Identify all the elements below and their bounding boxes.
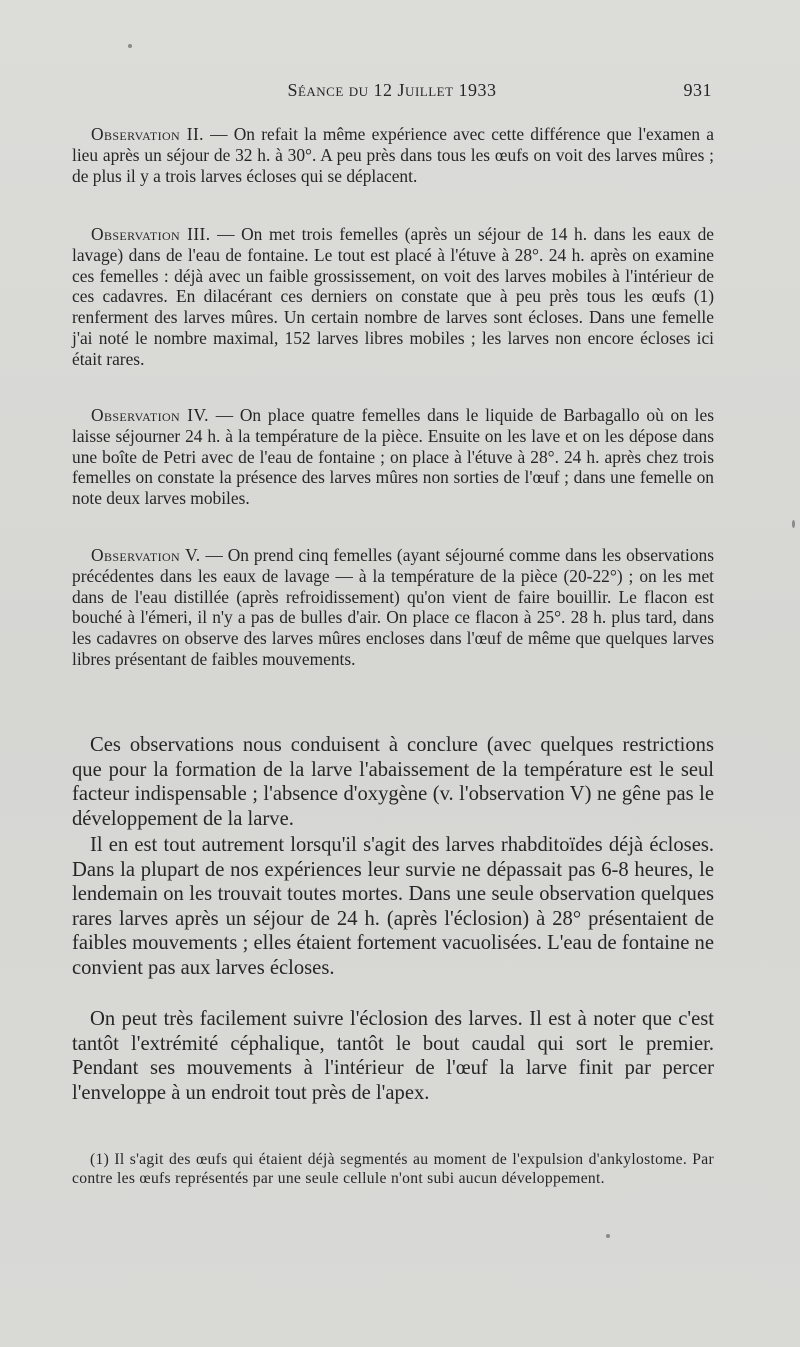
observation-label: Observation IV. (91, 405, 209, 425)
header-title: Séance du 12 Juillet 1933 (287, 80, 497, 100)
observation-2 (72, 124, 714, 186)
observation-text: — On met trois femelles (après un séjour de 14 h. dans les eaux de lavage) dans de l'eau de fontaine. Le tout est placé à l'étuve à 28°. 24 h. après on examine ces femelles : déjà avec un faible grossissement, on voit des larves mobiles à l'intérieur de ces cadavres. En dilacérant ces derniers on constate que à peu près tous les œufs (1) renferment des larves mûres. Un certain nombre de larves sont écloses. Dans une femelle j'ai noté le nombre maximal, 152 larves libres mobiles ; les larves non encore écloses ici était rares. (72, 224, 714, 369)
observation-label: Observation V. (91, 545, 201, 565)
observation-label: Observation II. (91, 124, 204, 144)
observation-4 (72, 405, 714, 509)
running-header (72, 80, 712, 106)
footnote: (1) Il s'agit des œufs qui étaient déjà segmentés au moment de l'expulsion d'ankylostome. Par contre les œufs représentés par une seule cellule n'ont subi aucun développement. (72, 1151, 714, 1188)
observation-3 (72, 224, 714, 370)
observation-label: Observation III. (91, 224, 211, 244)
paper-speck (128, 44, 132, 48)
observation-text: — On prend cinq femelles (ayant séjourné comme dans les observations précédentes dans les eaux de lavage — à la température de la pièce (20-22°) ; on les met dans de l'eau distillée (après refroidissement) qu'on vient de faire bouillir. Le flacon est bouché à l'émeri, il n'y a pas de bulles d'air. On place ce flacon à 25°. 28 h. plus tard, dans les cadavres on observe des larves mûres encloses dans l'œuf de même que quelques larves libres présentant de faibles mouvements. (72, 545, 714, 669)
observation-5 (72, 545, 714, 670)
observation-text: — On refait la même expérience avec cette différence que l'examen a lieu après un séjour de 32 h. à 30°. A peu près dans tous les œufs on voit des larves mûres ; de plus il y a trois larves écloses qui se déplacent. (72, 124, 714, 186)
paper-speck (606, 1234, 610, 1238)
body-paragraph-conclusion: Ces observations nous conduisent à conclure (avec quelques restrictions que pour la formation de la larve l'abaissement de la température est le seul facteur indispensable ; l'absence d'oxygène (v. l'observation V) ne gêne pas le développement de la larve. (72, 734, 714, 830)
page-number: 931 (683, 80, 712, 100)
body-paragraph-survival: Il en est tout autrement lorsqu'il s'agit des larves rhabditoïdes déjà écloses. Dans la plupart de nos expériences leur survie ne dépassait pas 6-8 heures, le lendemain on les trouvait toutes mortes. Dans une seule observation quelques rares larves après un séjour de 24 h. (après l'éclosion) à 28° présentaient de faibles mouvements ; elles étaient fortement vacuolisées. L'eau de fontaine ne convient pas aux larves écloses. (72, 834, 714, 979)
body-paragraph-hatching: On peut très facilement suivre l'éclosion des larves. Il est à noter que c'est tantôt l'extrémité céphalique, tantôt le bout caudal qui sort le premier. Pendant ses mouvements à l'intérieur de l'œuf la larve finit par percer l'enveloppe à un endroit tout près de l'apex. (72, 1008, 714, 1104)
paper-speck (792, 520, 795, 528)
observation-text: — On place quatre femelles dans le liquide de Barbagallo où on les laisse séjourner 24 h. à la température de la pièce. Ensuite on les lave et on les dépose dans une boîte de Petri avec de l'eau de fontaine ; on place à l'étuve à 28°. 24 h. après chez trois femelles on constate la présence des larves mûres non sorties de l'œuf ; dans une femelle on note deux larves mobiles. (72, 405, 714, 509)
